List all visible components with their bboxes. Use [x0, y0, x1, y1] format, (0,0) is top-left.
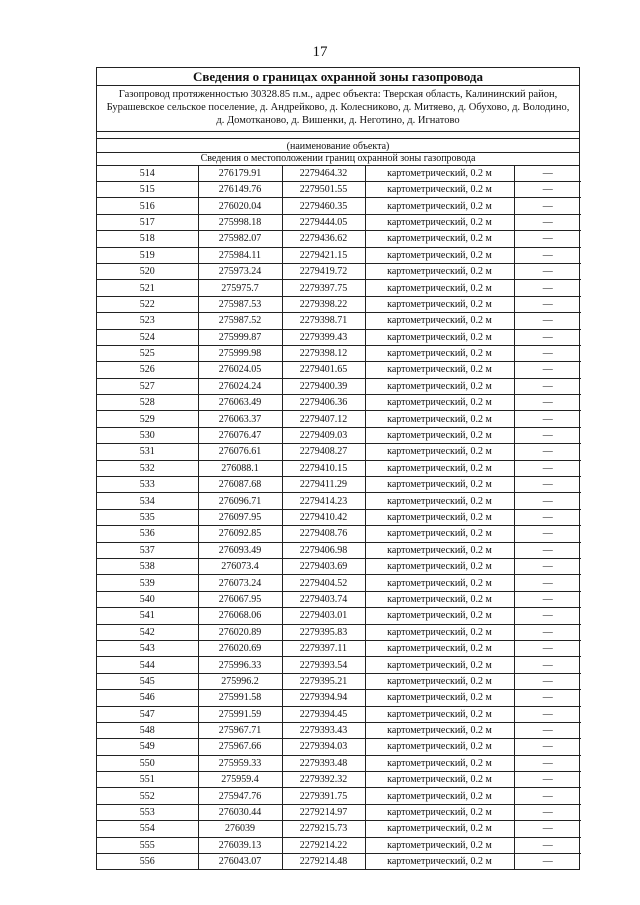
object-description: Газопровод протяженностью 30328.85 п.м., адрес объекта: Тверская область, Калининский район, Бурашевское сельское поселение, д. Андрейково, д. Колесниково, д. Митяево, д. Обухово, д. Володино, д. Домотканово, д. Вишенки, д. Неготино, д. Игнатово [97, 86, 579, 132]
table-row [97, 444, 581, 460]
method-cell: картометрический, 0.2 м [365, 493, 514, 509]
x-coordinate-cell: 275959.4 [198, 772, 282, 788]
y-coordinate-cell: 2279214.22 [282, 837, 365, 853]
y-coordinate-cell: 2279399.43 [282, 329, 365, 345]
table-row [97, 329, 581, 345]
y-coordinate-cell: 2279401.65 [282, 362, 365, 378]
point-number-cell: 555 [97, 837, 198, 853]
method-cell: картометрический, 0.2 м [365, 263, 514, 279]
description-cell: — [514, 542, 581, 558]
description-cell: — [514, 706, 581, 722]
point-number-cell: 523 [97, 313, 198, 329]
description-cell: — [514, 247, 581, 263]
method-cell: картометрический, 0.2 м [365, 509, 514, 525]
y-coordinate-cell: 2279408.27 [282, 444, 365, 460]
description-cell: — [514, 362, 581, 378]
y-coordinate-cell: 2279398.12 [282, 345, 365, 361]
point-number-cell: 527 [97, 378, 198, 394]
description-cell: — [514, 329, 581, 345]
x-coordinate-cell: 276043.07 [198, 854, 282, 870]
description-cell: — [514, 722, 581, 738]
point-number-cell: 536 [97, 526, 198, 542]
description-cell: — [514, 345, 581, 361]
method-cell: картометрический, 0.2 м [365, 542, 514, 558]
y-coordinate-cell: 2279410.42 [282, 509, 365, 525]
x-coordinate-cell: 276087.68 [198, 477, 282, 493]
description-cell: — [514, 526, 581, 542]
table-row [97, 624, 581, 640]
description-cell: — [514, 624, 581, 640]
x-coordinate-cell: 275967.66 [198, 739, 282, 755]
table-row [97, 378, 581, 394]
y-coordinate-cell: 2279404.52 [282, 575, 365, 591]
point-number-cell: 514 [97, 166, 198, 182]
description-cell: — [514, 690, 581, 706]
y-coordinate-cell: 2279395.83 [282, 624, 365, 640]
point-number-cell: 551 [97, 772, 198, 788]
x-coordinate-cell: 275991.58 [198, 690, 282, 706]
table-row [97, 788, 581, 804]
point-number-cell: 531 [97, 444, 198, 460]
y-coordinate-cell: 2279214.48 [282, 854, 365, 870]
method-cell: картометрический, 0.2 м [365, 854, 514, 870]
table-row [97, 821, 581, 837]
table-row [97, 247, 581, 263]
method-cell: картометрический, 0.2 м [365, 608, 514, 624]
point-number-cell: 547 [97, 706, 198, 722]
table-row [97, 313, 581, 329]
method-cell: картометрический, 0.2 м [365, 214, 514, 230]
table-row [97, 477, 581, 493]
point-number-cell: 537 [97, 542, 198, 558]
x-coordinate-cell: 276092.85 [198, 526, 282, 542]
method-cell: картометрический, 0.2 м [365, 345, 514, 361]
point-number-cell: 524 [97, 329, 198, 345]
method-cell: картометрический, 0.2 м [365, 591, 514, 607]
description-cell: — [514, 509, 581, 525]
table-row [97, 166, 581, 182]
x-coordinate-cell: 275987.53 [198, 296, 282, 312]
method-cell: картометрический, 0.2 м [365, 313, 514, 329]
x-coordinate-cell: 276020.04 [198, 198, 282, 214]
point-number-cell: 554 [97, 821, 198, 837]
point-number-cell: 553 [97, 804, 198, 820]
method-cell: картометрический, 0.2 м [365, 411, 514, 427]
table-row [97, 591, 581, 607]
y-coordinate-cell: 2279397.11 [282, 640, 365, 656]
y-coordinate-cell: 2279391.75 [282, 788, 365, 804]
coordinates-table-body [97, 166, 581, 870]
document-table [96, 67, 580, 870]
method-cell: картометрический, 0.2 м [365, 296, 514, 312]
x-coordinate-cell: 275982.07 [198, 231, 282, 247]
x-coordinate-cell: 275996.33 [198, 657, 282, 673]
x-coordinate-cell: 276030.44 [198, 804, 282, 820]
x-coordinate-cell: 276068.06 [198, 608, 282, 624]
document-title: Сведения о границах охранной зоны газопровода [97, 68, 579, 86]
table-row [97, 640, 581, 656]
method-cell: картометрический, 0.2 м [365, 739, 514, 755]
description-cell: — [514, 739, 581, 755]
description-cell: — [514, 198, 581, 214]
description-cell: — [514, 460, 581, 476]
x-coordinate-cell: 276063.37 [198, 411, 282, 427]
method-cell: картометрический, 0.2 м [365, 837, 514, 853]
y-coordinate-cell: 2279421.15 [282, 247, 365, 263]
method-cell: картометрический, 0.2 м [365, 722, 514, 738]
x-coordinate-cell: 276024.24 [198, 378, 282, 394]
y-coordinate-cell: 2279414.23 [282, 493, 365, 509]
method-cell: картометрический, 0.2 м [365, 166, 514, 182]
method-cell: картометрический, 0.2 м [365, 444, 514, 460]
point-number-cell: 532 [97, 460, 198, 476]
x-coordinate-cell: 276020.89 [198, 624, 282, 640]
table-row [97, 214, 581, 230]
method-cell: картометрический, 0.2 м [365, 690, 514, 706]
description-cell: — [514, 640, 581, 656]
y-coordinate-cell: 2279444.05 [282, 214, 365, 230]
table-row [97, 772, 581, 788]
y-coordinate-cell: 2279394.03 [282, 739, 365, 755]
x-coordinate-cell: 276020.69 [198, 640, 282, 656]
method-cell: картометрический, 0.2 м [365, 362, 514, 378]
point-number-cell: 543 [97, 640, 198, 656]
description-cell: — [514, 395, 581, 411]
description-cell: — [514, 608, 581, 624]
method-cell: картометрический, 0.2 м [365, 624, 514, 640]
y-coordinate-cell: 2279394.45 [282, 706, 365, 722]
description-cell: — [514, 263, 581, 279]
x-coordinate-cell: 276088.1 [198, 460, 282, 476]
point-number-cell: 540 [97, 591, 198, 607]
point-number-cell: 521 [97, 280, 198, 296]
y-coordinate-cell: 2279460.35 [282, 198, 365, 214]
y-coordinate-cell: 2279411.29 [282, 477, 365, 493]
x-coordinate-cell: 276073.4 [198, 558, 282, 574]
table-row [97, 526, 581, 542]
y-coordinate-cell: 2279215.73 [282, 821, 365, 837]
description-cell: — [514, 427, 581, 443]
description-cell: — [514, 296, 581, 312]
x-coordinate-cell: 276024.05 [198, 362, 282, 378]
description-cell: — [514, 755, 581, 771]
x-coordinate-cell: 275996.2 [198, 673, 282, 689]
y-coordinate-cell: 2279394.94 [282, 690, 365, 706]
y-coordinate-cell: 2279403.74 [282, 591, 365, 607]
x-coordinate-cell: 275947.76 [198, 788, 282, 804]
y-coordinate-cell: 2279410.15 [282, 460, 365, 476]
method-cell: картометрический, 0.2 м [365, 247, 514, 263]
point-number-cell: 539 [97, 575, 198, 591]
method-cell: картометрический, 0.2 м [365, 378, 514, 394]
method-cell: картометрический, 0.2 м [365, 280, 514, 296]
method-cell: картометрический, 0.2 м [365, 772, 514, 788]
point-number-cell: 520 [97, 263, 198, 279]
point-number-cell: 541 [97, 608, 198, 624]
description-cell: — [514, 214, 581, 230]
method-cell: картометрический, 0.2 м [365, 460, 514, 476]
method-cell: картометрический, 0.2 м [365, 640, 514, 656]
table-row [97, 739, 581, 755]
point-number-cell: 556 [97, 854, 198, 870]
method-cell: картометрический, 0.2 м [365, 231, 514, 247]
table-row [97, 231, 581, 247]
description-cell: — [514, 182, 581, 198]
method-cell: картометрический, 0.2 м [365, 755, 514, 771]
y-coordinate-cell: 2279397.75 [282, 280, 365, 296]
y-coordinate-cell: 2279436.62 [282, 231, 365, 247]
table-row [97, 296, 581, 312]
description-cell: — [514, 821, 581, 837]
method-cell: картометрический, 0.2 м [365, 706, 514, 722]
point-number-cell: 534 [97, 493, 198, 509]
table-row [97, 755, 581, 771]
x-coordinate-cell: 276063.49 [198, 395, 282, 411]
x-coordinate-cell: 276039.13 [198, 837, 282, 853]
y-coordinate-cell: 2279419.72 [282, 263, 365, 279]
x-coordinate-cell: 276093.49 [198, 542, 282, 558]
point-number-cell: 542 [97, 624, 198, 640]
x-coordinate-cell: 275991.59 [198, 706, 282, 722]
description-cell: — [514, 313, 581, 329]
y-coordinate-cell: 2279392.32 [282, 772, 365, 788]
method-cell: картометрический, 0.2 м [365, 804, 514, 820]
description-cell: — [514, 673, 581, 689]
x-coordinate-cell: 276097.95 [198, 509, 282, 525]
x-coordinate-cell: 275973.24 [198, 263, 282, 279]
method-cell: картометрический, 0.2 м [365, 198, 514, 214]
description-cell: — [514, 854, 581, 870]
table-row [97, 362, 581, 378]
y-coordinate-cell: 2279400.39 [282, 378, 365, 394]
table-row [97, 722, 581, 738]
table-row [97, 837, 581, 853]
table-row [97, 395, 581, 411]
point-number-cell: 518 [97, 231, 198, 247]
point-number-cell: 528 [97, 395, 198, 411]
method-cell: картометрический, 0.2 м [365, 477, 514, 493]
method-cell: картометрический, 0.2 м [365, 558, 514, 574]
description-cell: — [514, 837, 581, 853]
y-coordinate-cell: 2279406.36 [282, 395, 365, 411]
point-number-cell: 535 [97, 509, 198, 525]
description-cell: — [514, 575, 581, 591]
table-row [97, 411, 581, 427]
description-cell: — [514, 411, 581, 427]
point-number-cell: 552 [97, 788, 198, 804]
table-row [97, 804, 581, 820]
description-cell: — [514, 477, 581, 493]
table-row [97, 509, 581, 525]
method-cell: картометрический, 0.2 м [365, 329, 514, 345]
y-coordinate-cell: 2279393.43 [282, 722, 365, 738]
table-row [97, 690, 581, 706]
table-row [97, 198, 581, 214]
method-cell: картометрический, 0.2 м [365, 821, 514, 837]
x-coordinate-cell: 275984.11 [198, 247, 282, 263]
x-coordinate-cell: 276067.95 [198, 591, 282, 607]
x-coordinate-cell: 275998.18 [198, 214, 282, 230]
x-coordinate-cell: 275959.33 [198, 755, 282, 771]
table-row [97, 673, 581, 689]
table-row [97, 657, 581, 673]
y-coordinate-cell: 2279395.21 [282, 673, 365, 689]
y-coordinate-cell: 2279403.69 [282, 558, 365, 574]
y-coordinate-cell: 2279393.48 [282, 755, 365, 771]
x-coordinate-cell: 275975.7 [198, 280, 282, 296]
point-number-cell: 515 [97, 182, 198, 198]
method-cell: картометрический, 0.2 м [365, 427, 514, 443]
point-number-cell: 529 [97, 411, 198, 427]
point-number-cell: 533 [97, 477, 198, 493]
table-row [97, 493, 581, 509]
point-number-cell: 530 [97, 427, 198, 443]
table-row [97, 558, 581, 574]
description-cell: — [514, 231, 581, 247]
point-number-cell: 526 [97, 362, 198, 378]
description-cell: — [514, 378, 581, 394]
point-number-cell: 550 [97, 755, 198, 771]
table-row [97, 460, 581, 476]
point-number-cell: 525 [97, 345, 198, 361]
y-coordinate-cell: 2279464.32 [282, 166, 365, 182]
point-number-cell: 545 [97, 673, 198, 689]
table-row [97, 182, 581, 198]
table-row [97, 427, 581, 443]
page-number: 17 [312, 44, 328, 60]
coordinates-table [97, 166, 581, 870]
y-coordinate-cell: 2279408.76 [282, 526, 365, 542]
table-row [97, 263, 581, 279]
x-coordinate-cell: 276073.24 [198, 575, 282, 591]
y-coordinate-cell: 2279214.97 [282, 804, 365, 820]
point-number-cell: 522 [97, 296, 198, 312]
x-coordinate-cell: 276076.47 [198, 427, 282, 443]
method-cell: картометрический, 0.2 м [365, 788, 514, 804]
table-row [97, 854, 581, 870]
point-number-cell: 517 [97, 214, 198, 230]
method-cell: картометрический, 0.2 м [365, 526, 514, 542]
x-coordinate-cell: 276149.76 [198, 182, 282, 198]
y-coordinate-cell: 2279407.12 [282, 411, 365, 427]
description-cell: — [514, 804, 581, 820]
y-coordinate-cell: 2279501.55 [282, 182, 365, 198]
y-coordinate-cell: 2279393.54 [282, 657, 365, 673]
table-row [97, 280, 581, 296]
point-number-cell: 538 [97, 558, 198, 574]
method-cell: картометрический, 0.2 м [365, 673, 514, 689]
point-number-cell: 516 [97, 198, 198, 214]
description-cell: — [514, 788, 581, 804]
description-cell: — [514, 444, 581, 460]
description-cell: — [514, 280, 581, 296]
description-cell: — [514, 493, 581, 509]
table-row [97, 706, 581, 722]
description-cell: — [514, 591, 581, 607]
y-coordinate-cell: 2279398.22 [282, 296, 365, 312]
point-number-cell: 546 [97, 690, 198, 706]
method-cell: картометрический, 0.2 м [365, 657, 514, 673]
x-coordinate-cell: 276076.61 [198, 444, 282, 460]
table-row [97, 345, 581, 361]
x-coordinate-cell: 275999.98 [198, 345, 282, 361]
section-title: Сведения о местоположении границ охранной зоны газопровода [97, 153, 579, 166]
description-cell: — [514, 166, 581, 182]
object-name-label: (наименование объекта) [97, 138, 579, 153]
method-cell: картометрический, 0.2 м [365, 575, 514, 591]
x-coordinate-cell: 275987.52 [198, 313, 282, 329]
method-cell: картометрический, 0.2 м [365, 182, 514, 198]
table-row [97, 608, 581, 624]
point-number-cell: 544 [97, 657, 198, 673]
y-coordinate-cell: 2279398.71 [282, 313, 365, 329]
description-cell: — [514, 657, 581, 673]
description-cell: — [514, 558, 581, 574]
point-number-cell: 519 [97, 247, 198, 263]
point-number-cell: 549 [97, 739, 198, 755]
table-row [97, 542, 581, 558]
y-coordinate-cell: 2279403.01 [282, 608, 365, 624]
table-row [97, 575, 581, 591]
x-coordinate-cell: 276096.71 [198, 493, 282, 509]
method-cell: картометрический, 0.2 м [365, 395, 514, 411]
y-coordinate-cell: 2279409.03 [282, 427, 365, 443]
point-number-cell: 548 [97, 722, 198, 738]
x-coordinate-cell: 275999.87 [198, 329, 282, 345]
description-cell: — [514, 772, 581, 788]
x-coordinate-cell: 276179.91 [198, 166, 282, 182]
x-coordinate-cell: 276039 [198, 821, 282, 837]
x-coordinate-cell: 275967.71 [198, 722, 282, 738]
y-coordinate-cell: 2279406.98 [282, 542, 365, 558]
